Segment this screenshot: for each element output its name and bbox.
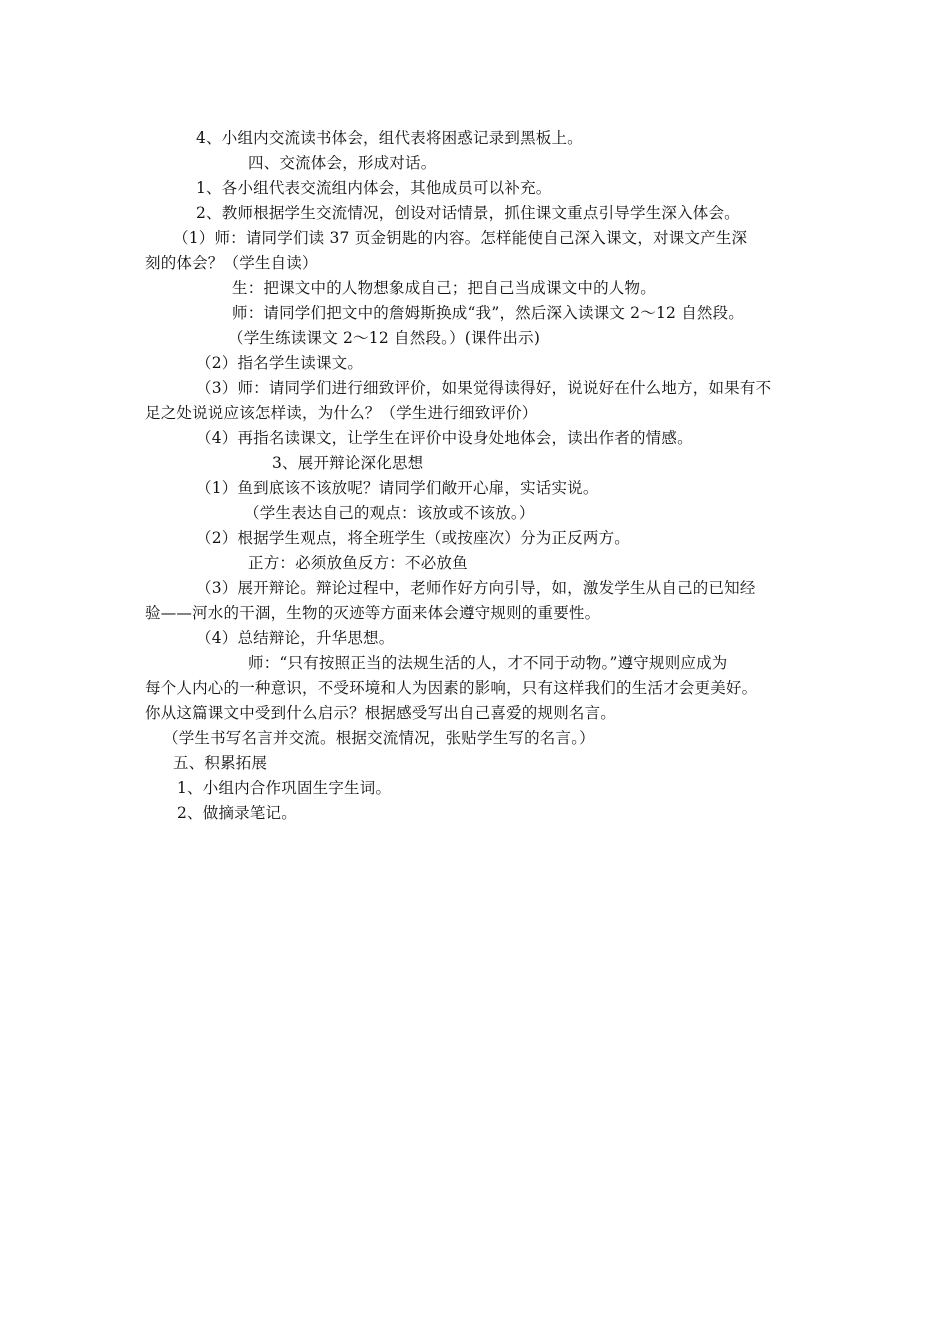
text-line: 师：请同学们把文中的詹姆斯换成“我”，然后深入读课文 2～12 自然段。 xyxy=(232,304,744,322)
text-line: 你从这篇课文中受到什么启示？根据感受写出自己喜爱的规则名言。 xyxy=(145,704,617,722)
text-line: （2）根据学生观点，将全班学生（或按座次）分为正反两方。 xyxy=(196,529,630,547)
text-line: 生：把课文中的人物想象成自己；把自己当成课文中的人物。 xyxy=(232,279,656,297)
text-line: 4、小组内交流读书体会，组代表将困惑记录到黑板上。 xyxy=(196,129,583,147)
text-line: 1、各小组代表交流组内体会，其他成员可以补充。 xyxy=(196,179,552,197)
text-line: （1）师：请同学们读 37 页金钥匙的内容。怎样能使自己深入课文，对课文产生深 xyxy=(173,229,748,247)
text-line: （学生表达自己的观点：该放或不该放。） xyxy=(244,504,535,522)
text-line: 1、小组内合作巩固生字生词。 xyxy=(177,779,392,797)
text-line: （学生书写名言并交流。根据交流情况，张贴学生写的名言。） xyxy=(163,729,595,747)
section-heading: 五、积累拓展 xyxy=(173,754,268,772)
section-heading: 3、展开辩论深化思想 xyxy=(272,454,424,472)
text-line: （3）师：请同学们进行细致评价，如果觉得读得好，说说好在什么地方，如果有不 xyxy=(196,379,772,397)
text-line: （1）鱼到底该不该放呢？请同学们敞开心扉，实话实说。 xyxy=(196,479,599,497)
section-heading: 四、交流体会，形成对话。 xyxy=(248,154,437,172)
text-line: （学生练读课文 2～12 自然段。）(课件出示) xyxy=(228,329,541,347)
text-line: （4）再指名读课文，让学生在评价中设身处地体会，读出作者的情感。 xyxy=(196,429,693,447)
text-line: 2、教师根据学生交流情况，创设对话情景，抓住课文重点引导学生深入体会。 xyxy=(196,204,740,222)
text-line: （3）展开辩论。辩论过程中，老师作好方向引导，如，激发学生从自己的已知经 xyxy=(196,579,756,597)
text-line: 正方：必须放鱼反方：不必放鱼 xyxy=(248,554,468,572)
text-line: 验——河水的干涸，生物的灭迹等方面来体会遵守规则的重要性。 xyxy=(145,604,601,622)
text-line: （4）总结辩论，升华思想。 xyxy=(196,629,395,647)
text-line: 每个人内心的一种意识，不受环境和人为因素的影响，只有这样我们的生活才会更美好。 xyxy=(145,679,758,697)
text-line: 2、做摘录笔记。 xyxy=(177,804,297,822)
text-line: 足之处说说应该怎样读，为什么？（学生进行细致评价） xyxy=(145,404,538,422)
text-line: 刻的体会？（学生自读） xyxy=(145,254,318,272)
text-line: 师：“只有按照正当的法规生活的人，才不同于动物。”遵守规则应成为 xyxy=(248,654,728,672)
text-line: （2）指名学生读课文。 xyxy=(196,354,364,372)
